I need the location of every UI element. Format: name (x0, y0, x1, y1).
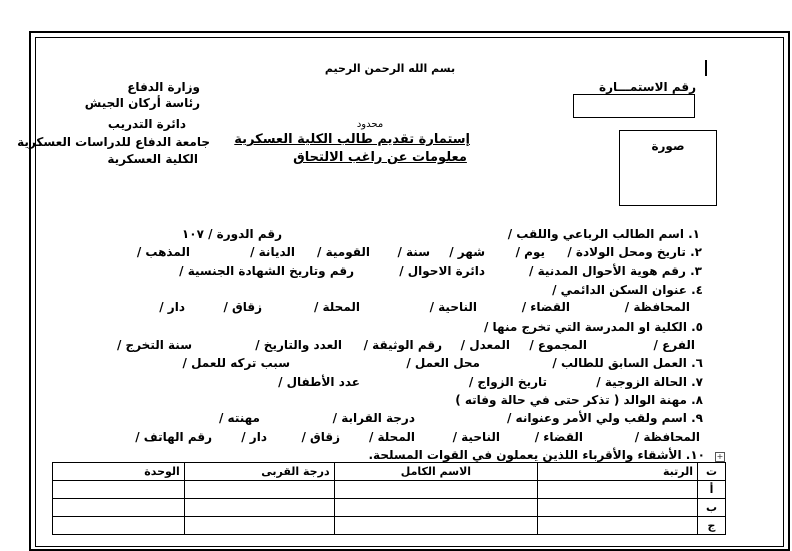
cell-rank[interactable] (538, 499, 698, 517)
photo-label: صورة (651, 139, 685, 153)
photo-box[interactable] (619, 130, 717, 206)
cell-rank[interactable] (538, 517, 698, 535)
field-guardian-governorate: المحافظة / (634, 430, 700, 444)
cell-kinship[interactable] (184, 481, 334, 499)
header-unit: الوحدة (53, 463, 185, 481)
form-title: إستمارة تقديم طالب الكلية العسكرية (234, 132, 470, 147)
header-rank: الرتبة (538, 463, 698, 481)
cell-full-name[interactable] (334, 499, 538, 517)
training-dept: دائرة التدريب (107, 117, 186, 131)
table-header-row (53, 463, 726, 481)
field-alley: زقاق / (223, 300, 262, 314)
form-subtitle: معلومات عن راغب الالتحاق (293, 150, 467, 165)
field-guardian-alley: زقاق / (301, 430, 340, 444)
cell-full-name[interactable] (334, 481, 538, 499)
cell-unit[interactable] (53, 481, 185, 499)
field-school: ٥. الكلية او المدرسة التي تخرج منها / (483, 320, 703, 334)
cell-serial: أ (697, 481, 725, 499)
cell-serial: ب (697, 499, 725, 517)
field-year: سنة / (397, 245, 430, 259)
field-nationality: القومية / (317, 245, 370, 259)
field-month: شهر / (449, 245, 485, 259)
field-guardian-phone: رقم الهاتف / (135, 430, 212, 444)
relatives-table (52, 462, 726, 535)
field-kinship: درجة القرابة / (332, 411, 415, 425)
table-row (53, 499, 726, 517)
field-guardian-district: القضاء / (534, 430, 583, 444)
field-district: القضاء / (521, 300, 570, 314)
field-guardian-mahalla: المحلة / (368, 430, 415, 444)
field-marriage-date: تاريخ الزواج / (468, 375, 547, 389)
form-number-label: رقم الاستمـــارة (599, 80, 696, 94)
field-nationality-cert: رقم وتاريخ الشهادة الجنسية / (179, 264, 354, 278)
cell-kinship[interactable] (184, 517, 334, 535)
field-mahalla: المحلة / (313, 300, 360, 314)
chief-of-staff: رئاسة أركان الجيش (84, 96, 200, 110)
field-grad-year: سنة التخرج / (117, 338, 192, 352)
field-birth: ٢. تاريخ ومحل الولادة / (567, 245, 702, 259)
field-religion: الديانة / (250, 245, 295, 259)
field-civil-office: دائرة الاحوال / (399, 264, 485, 278)
cell-unit[interactable] (53, 517, 185, 535)
field-relatives-in-army: ١٠. الأشقاء والأقرباء اللذين يعملون في القوات المسلحة. (368, 448, 705, 462)
cell-rank[interactable] (538, 481, 698, 499)
classification: محدود (356, 119, 384, 130)
field-subdistrict: الناحية / (429, 300, 477, 314)
field-guardian: ٩. اسم ولقب ولي الأمر وعنوانه / (507, 411, 703, 425)
cell-kinship[interactable] (184, 499, 334, 517)
university-name: جامعة الدفاع للدراسات العسكرية (17, 135, 210, 149)
field-doc-number: رقم الوثيقة / (363, 338, 442, 352)
table-row (53, 481, 726, 499)
college-name: الكلية العسكرية (107, 152, 198, 166)
move-handle-icon[interactable]: + (716, 452, 724, 461)
form-number-input[interactable] (573, 94, 695, 118)
cell-full-name[interactable] (334, 517, 538, 535)
field-average: المعدل / (460, 338, 510, 352)
field-children: عدد الأطفال / (278, 375, 360, 389)
field-course-number: رقم الدورة / ١٠٧ (181, 227, 282, 241)
field-father-job: ٨. مهنة الوالد ( تذكر حتى في حالة وفاته ) (455, 393, 703, 407)
cell-unit[interactable] (53, 499, 185, 517)
field-house: دار / (159, 300, 185, 314)
field-civil-id: ٣. رقم هوية الأحوال المدنية / (529, 264, 702, 278)
cell-serial: ج (697, 517, 725, 535)
field-total: المجموع / (529, 338, 587, 352)
field-student-name: ١. اسم الطالب الرباعي واللقب / (507, 227, 700, 241)
field-guardian-house: دار / (241, 430, 267, 444)
field-workplace: محل العمل / (406, 356, 480, 370)
header-kinship: درجة القربى (184, 463, 334, 481)
field-day: يوم / (515, 245, 545, 259)
ministry-name: وزارة الدفاع (127, 80, 200, 94)
header-serial: ت (697, 463, 725, 481)
field-marital-status: ٧. الحالة الزوجية / (596, 375, 703, 389)
table-row (53, 517, 726, 535)
field-guardian-subdistrict: الناحية / (452, 430, 500, 444)
header-full-name: الاسم الكامل (334, 463, 538, 481)
field-prev-job: ٦. العمل السابق للطالب / (552, 356, 703, 370)
field-number-date: العدد والتاريخ / (255, 338, 342, 352)
field-address: ٤. عنوان السكن الدائمي / (552, 283, 703, 297)
field-leave-reason: سبب تركه للعمل / (182, 356, 290, 370)
basmala: بسم الله الرحمن الرحيم (324, 62, 456, 75)
field-profession: مهنته / (219, 411, 260, 425)
field-governorate: المحافظة / (624, 300, 690, 314)
text-cursor-icon (705, 60, 707, 76)
field-sect: المذهب / (136, 245, 190, 259)
field-branch: الفرع / (653, 338, 695, 352)
